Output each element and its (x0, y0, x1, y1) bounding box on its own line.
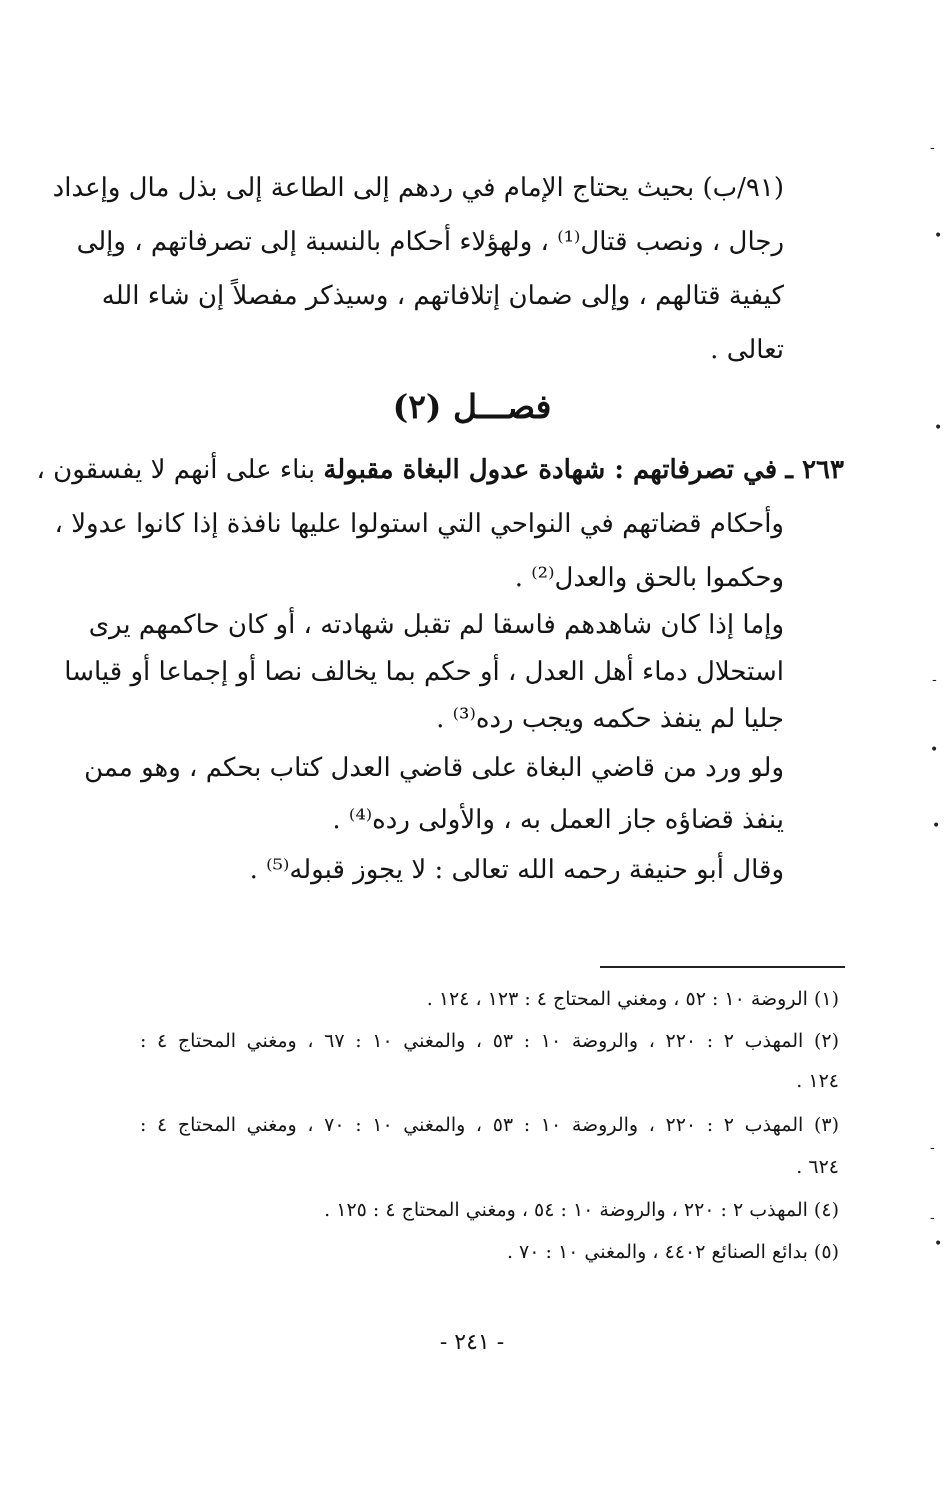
footnote: (١) الروضة ١٠ : ٥٢ ، ومغني المحتاج ٤ : ١٢٣ ، ١٢٤ . (426, 988, 839, 1010)
item-line: ينفذ قضاؤه جاز العمل به ، والأولى رده⁽⁴⁾ . (332, 805, 784, 835)
footnote: (٥) بدائع الصنائع ٤٤٠٢ ، والمغني ١٠ : ٧٠ . (506, 1241, 839, 1263)
item-line: ولو ورد من قاضي البغاة على قاضي العدل كتاب بحكم ، وهو ممن (84, 753, 784, 783)
scan-mark: • (934, 420, 943, 436)
footnote-continuation: ١٢٤ . (796, 1070, 839, 1092)
item-line: وحكموا بالحق والعدل⁽²⁾ . (514, 563, 784, 593)
scan-mark: - (930, 1140, 935, 1156)
footnote: (٣) المهذب ٢ : ٢٢٠ ، والروضة ١٠ : ٥٣ ، والمغني ١٠ : ٧٠ ، ومغني المحتاج ٤ : (140, 1114, 840, 1136)
paragraph-line: كيفية قتالهم ، وإلى ضمان إتلافاتهم ، وسيذكر مفصلاً إن شاء الله (101, 281, 784, 311)
item-first-line (36, 450, 844, 490)
scan-mark: • (932, 818, 941, 834)
paragraph-line: رجال ، ونصب قتال⁽¹⁾ ، ولهؤلاء أحكام بالنسبة إلى تصرفاتهم ، وإلى (76, 227, 784, 257)
scan-mark: • (930, 742, 939, 758)
item-lead-bold: في تصرفاتهم : شهادة عدول البغاة مقبولة (323, 455, 778, 485)
item-line: استحلال دماء أهل العدل ، أو حكم بما يخالف نصا أو إجماعا أو قياسا (64, 657, 784, 687)
scan-mark: • (934, 228, 943, 244)
scan-mark: • (934, 1236, 943, 1252)
paragraph-line: تعالى . (710, 335, 784, 365)
item-number: ٢٦٣ ـ (785, 455, 844, 485)
item-line: وأحكام قضاتهم في النواحي التي استولوا عليها نافذة إذا كانوا عدولا ، (54, 509, 784, 539)
footnote-continuation: ٦٢٤ . (796, 1156, 839, 1178)
item-line: وإما إذا كان شاهدهم فاسقا لم تقبل شهادته ، أو كان حاكمهم يرى (88, 610, 784, 640)
footnote: (٤) المهذب ٢ : ٢٢٠ ، والروضة ١٠ : ٥٤ ، ومغني المحتاج ٤ : ١٢٥ . (324, 1199, 839, 1221)
page-number: - ٢٤١ - (439, 1330, 505, 1355)
scan-mark: - (932, 672, 937, 688)
scan-mark: - (930, 1210, 935, 1226)
item-lead-rest: بناء على أنهم لا يفسقون ، (36, 455, 324, 485)
scan-mark: - (930, 140, 935, 156)
paragraph-line: (٩١/ب) بحيث يحتاج الإمام في ردهم إلى الطاعة إلى بذل مال وإعداد (52, 173, 784, 203)
section-heading: فصـــل (٢) (392, 387, 552, 426)
footnote-separator (600, 966, 845, 968)
item-line: وقال أبو حنيفة رحمه الله تعالى : لا يجوز قبوله⁽⁵⁾ . (249, 855, 784, 885)
item-line: جليا لم ينفذ حكمه ويجب رده⁽³⁾ . (436, 704, 784, 734)
footnote: (٢) المهذب ٢ : ٢٢٠ ، والروضة ١٠ : ٥٣ ، والمغني ١٠ : ٦٧ ، ومغني المحتاج ٤ : (140, 1030, 840, 1052)
